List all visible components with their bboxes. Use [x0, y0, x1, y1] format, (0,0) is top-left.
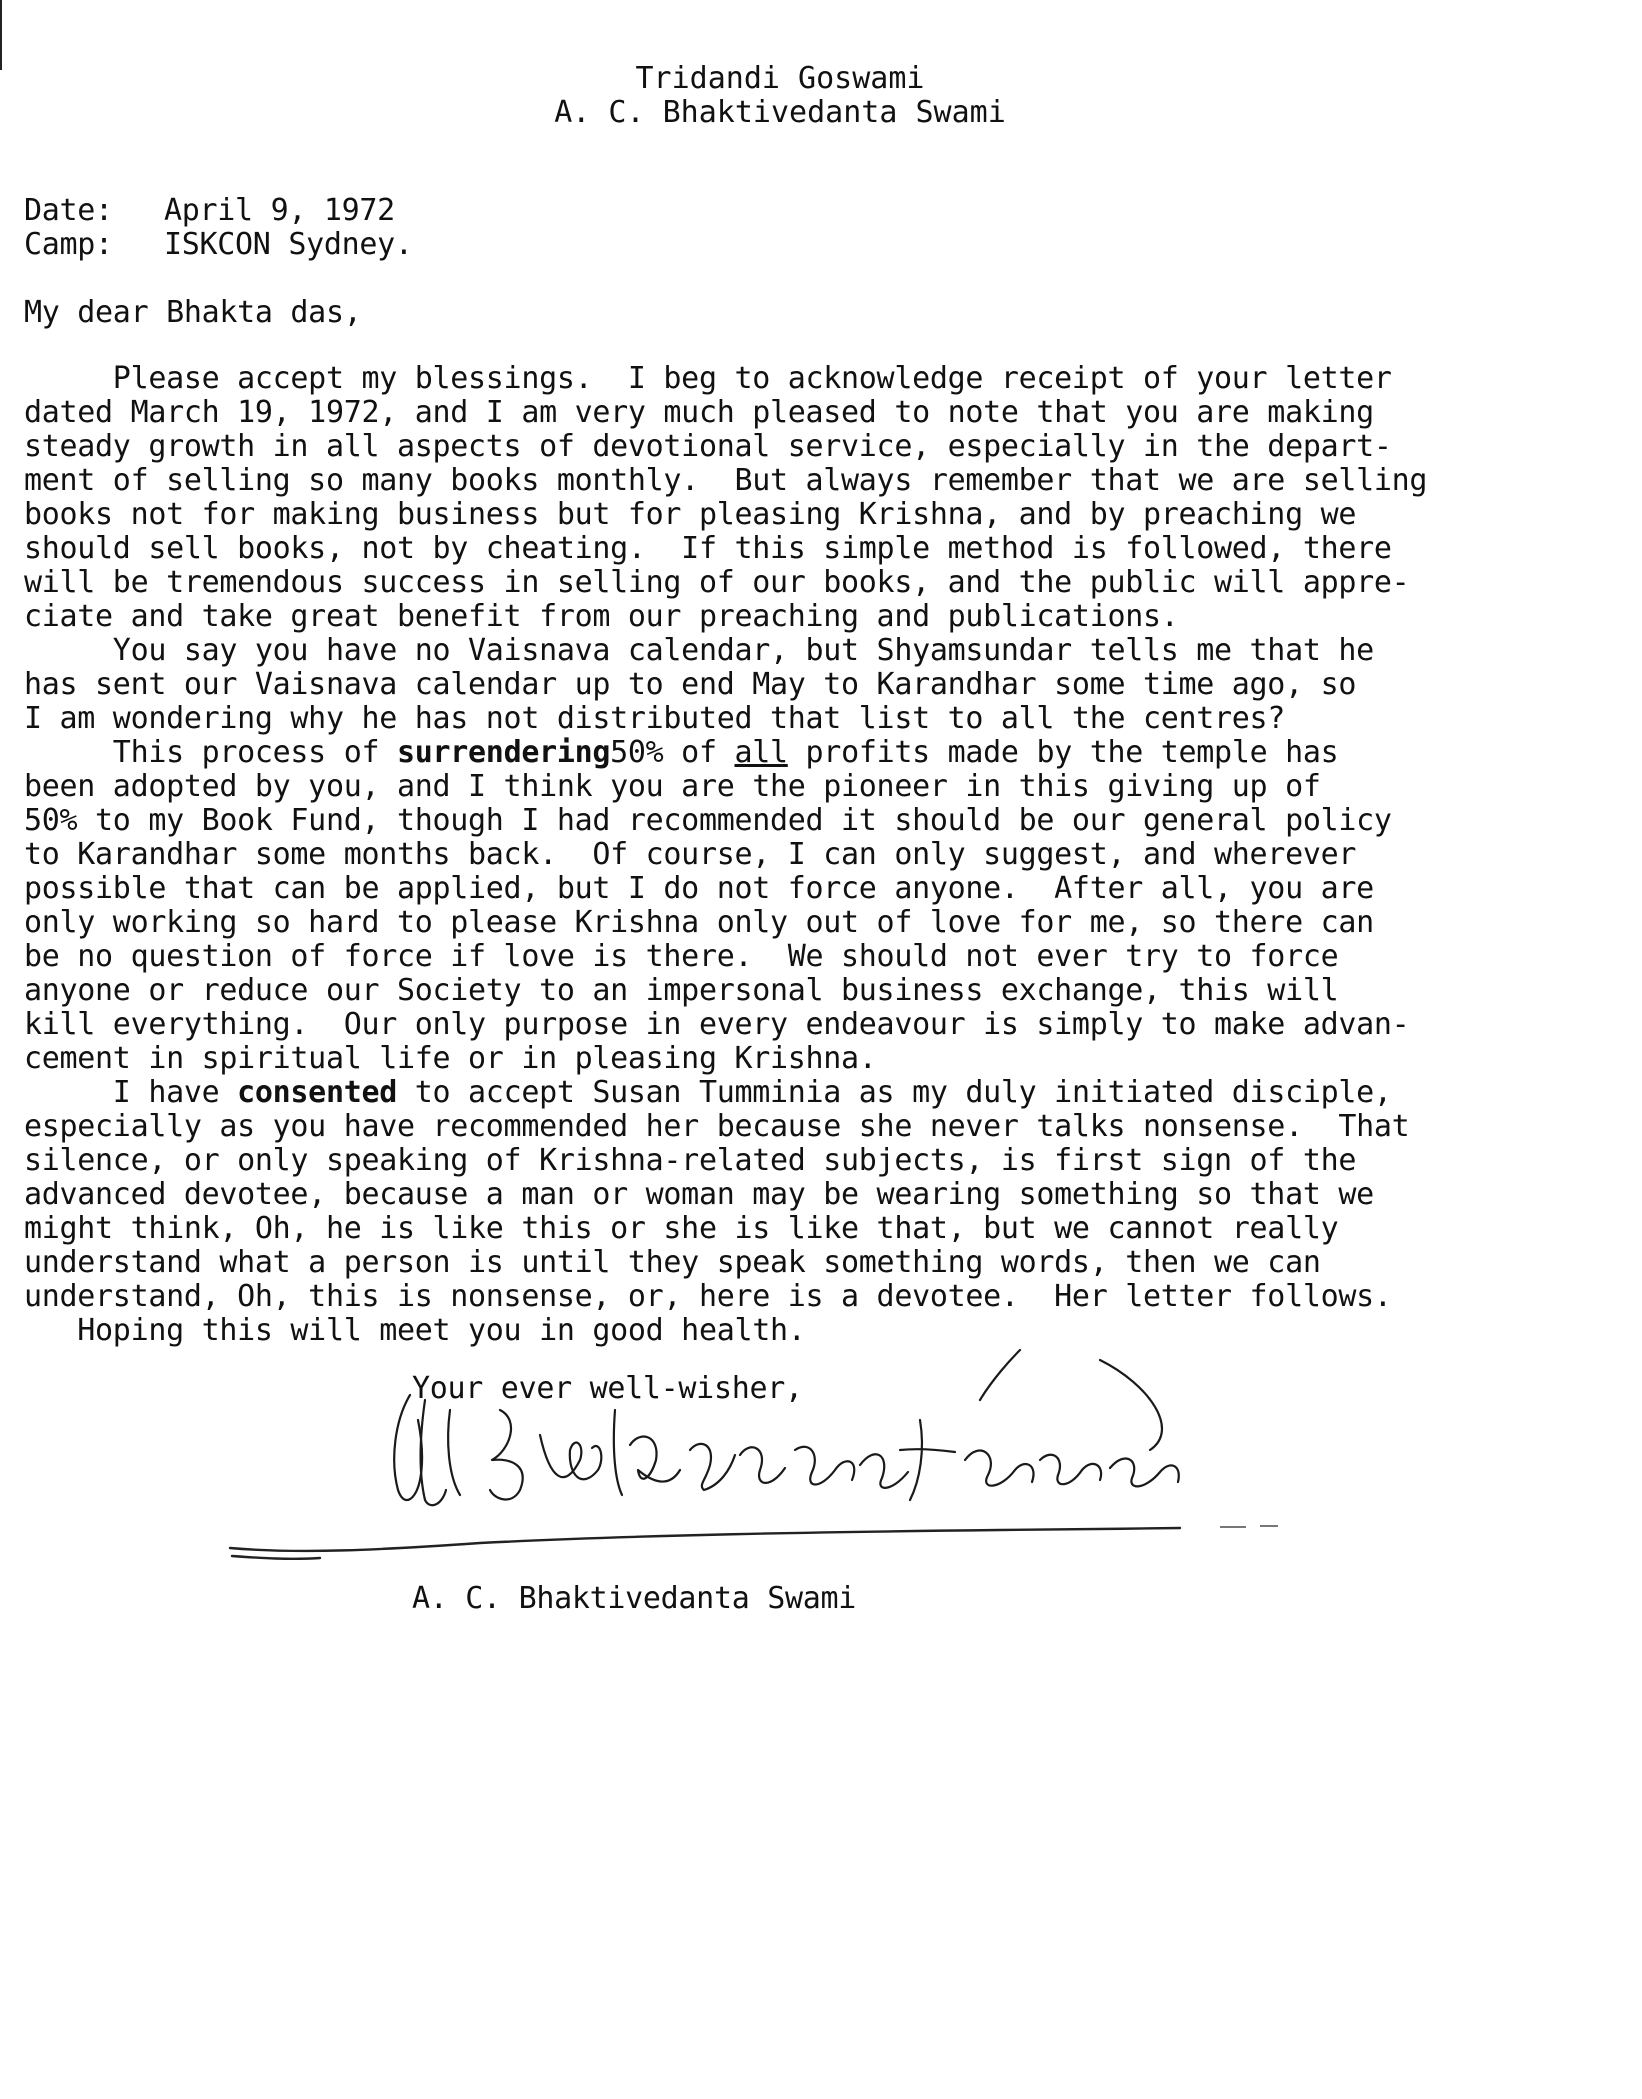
scan-edge-mark [0, 0, 2, 70]
handwritten-signature [220, 1340, 1340, 1580]
body-line: be no question of force if love is there. We should not ever try to force [24, 939, 1339, 974]
para3-mid: 50% of [610, 735, 735, 770]
body-line: 50% to my Book Fund, though I had recommended it should be our general policy [24, 803, 1392, 838]
para4-lead: I have [24, 1075, 238, 1110]
body-line: been adopted by you, and I think you are the pioneer in this giving up of [24, 769, 1321, 804]
body-line: understand, Oh, this is nonsense, or, here is a devotee. Her letter follows. [24, 1279, 1392, 1314]
para4-bold-word: consented [237, 1075, 397, 1110]
body-line: understand what a person is until they speak something words, then we can [24, 1245, 1321, 1280]
body-line: possible that can be applied, but I do not force anyone. After all, you are [24, 871, 1374, 906]
para3-bold-word: surrendering [397, 735, 611, 770]
para3-underlined-word: all [734, 735, 788, 770]
body-line: anyone or reduce our Society to an impersonal business exchange, this will [24, 973, 1339, 1008]
para3-tail: profits made by the temple has [787, 735, 1339, 770]
body-line: Hoping this will meet you in good health. [24, 1313, 806, 1348]
camp-value: ISKCON Sydney. [164, 227, 413, 262]
signature-name: A. C. Bhaktivedanta Swami [412, 1581, 857, 1616]
body-line: to Karandhar some months back. Of course, I can only suggest, and wherever [24, 837, 1357, 872]
body-line: ment of selling so many books monthly. But always remember that we are selling [24, 463, 1428, 498]
body-line: cement in spiritual life or in pleasing Krishna. [24, 1041, 877, 1076]
closing: Your ever well-wisher, [412, 1371, 803, 1406]
salutation: My dear Bhakta das, [24, 295, 362, 330]
body-line: dated March 19, 1972, and I am very much pleased to note that you are making [24, 395, 1374, 430]
body-line: books not for making business but for pleasing Krishna, and by preaching we [24, 497, 1357, 532]
letterhead-name: A. C. Bhaktivedanta Swami [554, 95, 1006, 130]
body-line-emphasis [24, 1076, 1392, 1110]
para4-tail: to accept Susan Tumminia as my duly initiated disciple, [397, 1075, 1392, 1110]
body-line: only working so hard to please Krishna only out of love for me, so there can [24, 905, 1374, 940]
body-line-emphasis [24, 736, 1338, 770]
body-line: I am wondering why he has not distributed that list to all the centres? [24, 701, 1286, 736]
camp-row [24, 228, 413, 262]
body-line: ciate and take great benefit from our preaching and publications. [24, 599, 1179, 634]
body-line: might think, Oh, he is like this or she is like that, but we cannot really [24, 1211, 1339, 1246]
date-label: Date: [24, 193, 113, 228]
body-line: has sent our Vaisnava calendar up to end May to Karandhar some time ago, so [24, 667, 1357, 702]
para3-lead: This process of [24, 735, 397, 770]
body-line: You say you have no Vaisnava calendar, but Shyamsundar tells me that he [24, 633, 1374, 668]
camp-label: Camp: [24, 227, 113, 262]
body-line: will be tremendous success in selling of our books, and the public will appre- [24, 565, 1410, 600]
body-line: advanced devotee, because a man or woman may be wearing something so that we [24, 1177, 1374, 1212]
date-row [24, 194, 395, 228]
body-line: especially as you have recommended her because she never talks nonsense. That [24, 1109, 1410, 1144]
body-line: silence, or only speaking of Krishna-related subjects, is first sign of the [24, 1143, 1357, 1178]
date-value: April 9, 1972 [164, 193, 395, 228]
letterhead-title: Tridandi Goswami [635, 61, 925, 96]
body-line: kill everything. Our only purpose in every endeavour is simply to make advan- [24, 1007, 1410, 1042]
body-line: steady growth in all aspects of devotional service, especially in the depart- [24, 429, 1392, 464]
body-line: should sell books, not by cheating. If this simple method is followed, there [24, 531, 1392, 566]
body-line: Please accept my blessings. I beg to acknowledge receipt of your letter [24, 361, 1392, 396]
